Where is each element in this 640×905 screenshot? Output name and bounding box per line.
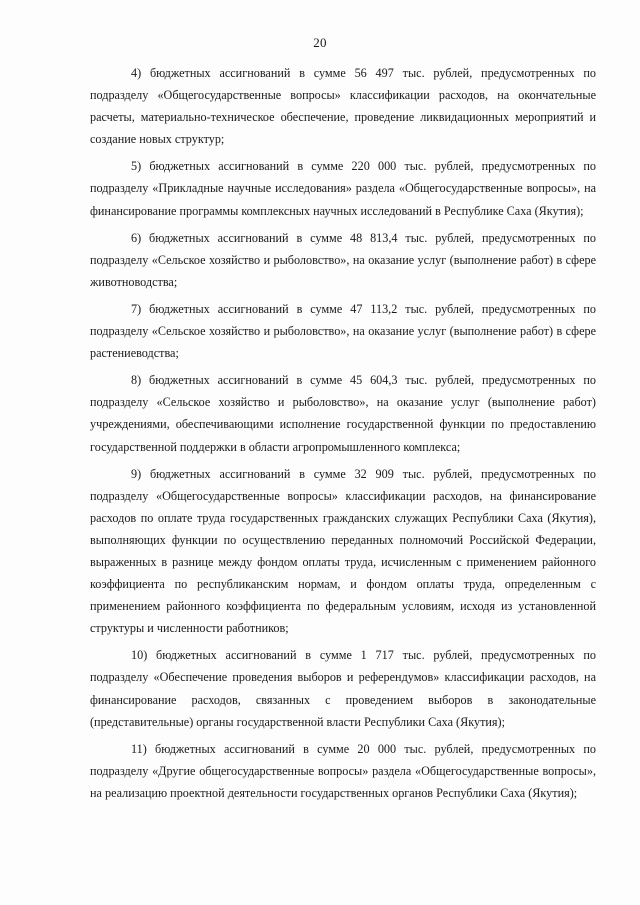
list-item-11: 11) бюджетных ассигнований в сумме 20 000 тыс. рублей, предусмотренных по подразделу «Другие общегосударственные вопросы» раздела «Общегосударственные вопросы», на реализацию проектной деятельности государственных органов Республики Саха (Якутия); bbox=[90, 741, 596, 800]
list-item-7: 7) бюджетных ассигнований в сумме 47 113,2 тыс. рублей, предусмотренных по подразделу «Сельское хозяйство и рыболовство», на оказание услуг (выполнение работ) в сфере растениеводства; bbox=[90, 301, 596, 361]
list-item-5: 5) бюджетных ассигнований в сумме 220 000 тыс. рублей, предусмотренных по подразделу «Прикладные научные исследования» раздела «Общегосударственные вопросы», на финансирование программы комплексных научных исследований в Республике Саха (Якутия); bbox=[90, 159, 596, 218]
document-body bbox=[90, 62, 596, 809]
list-item-10: 10) бюджетных ассигнований в сумме 1 717 тыс. рублей, предусмотренных по подразделу «Обеспечение проведения выборов и референдумов» классификации расходов, на финансирование расходов, связанных с проведением выборов в законодательные (представительные) органы государственной власти Республики Саха (Якутия); bbox=[90, 648, 596, 729]
list-item-6: 6) бюджетных ассигнований в сумме 48 813,4 тыс. рублей, предусмотренных по подразделу «Сельское хозяйство и рыболовство», на оказание услуг (выполнение работ) в сфере животноводства; bbox=[90, 230, 596, 289]
list-item-9: 9) бюджетных ассигнований в сумме 32 909 тыс. рублей, предусмотренных по подразделу «Общегосударственные вопросы» классификации расходов, на финансирование расходов по оплате труда государственных гражданских служащих Республики Саха (Якутия), выполняющих функции по осуществлению переданных полномочий Российской Федерации, выраженных в разнице между фондом оплаты труда, исчисленным с применением районного коэффициента по республиканским нормам, и фондом оплаты труда, определенным с применением районного коэффициента по федеральным условиям, исходя из установленной структуры и численности работников; bbox=[90, 466, 596, 636]
list-item-8: 8) бюджетных ассигнований в сумме 45 604,3 тыс. рублей, предусмотренных по подразделу «Сельское хозяйство и рыболовство», на оказание услуг (выполнение работ) учреждениями, обеспечивающими исполнение государственной функции по предоставлению государственной поддержки в области агропромышленного комплекса; bbox=[90, 373, 596, 454]
page-number: 20 bbox=[313, 35, 327, 50]
list-item-4: 4) бюджетных ассигнований в сумме 56 497 тыс. рублей, предусмотренных по подразделу «Общегосударственные вопросы» классификации расходов, на окончательные расчеты, материально-техническое обеспечение, проведение ликвидационных мероприятий и создание новых структур; bbox=[90, 66, 596, 147]
